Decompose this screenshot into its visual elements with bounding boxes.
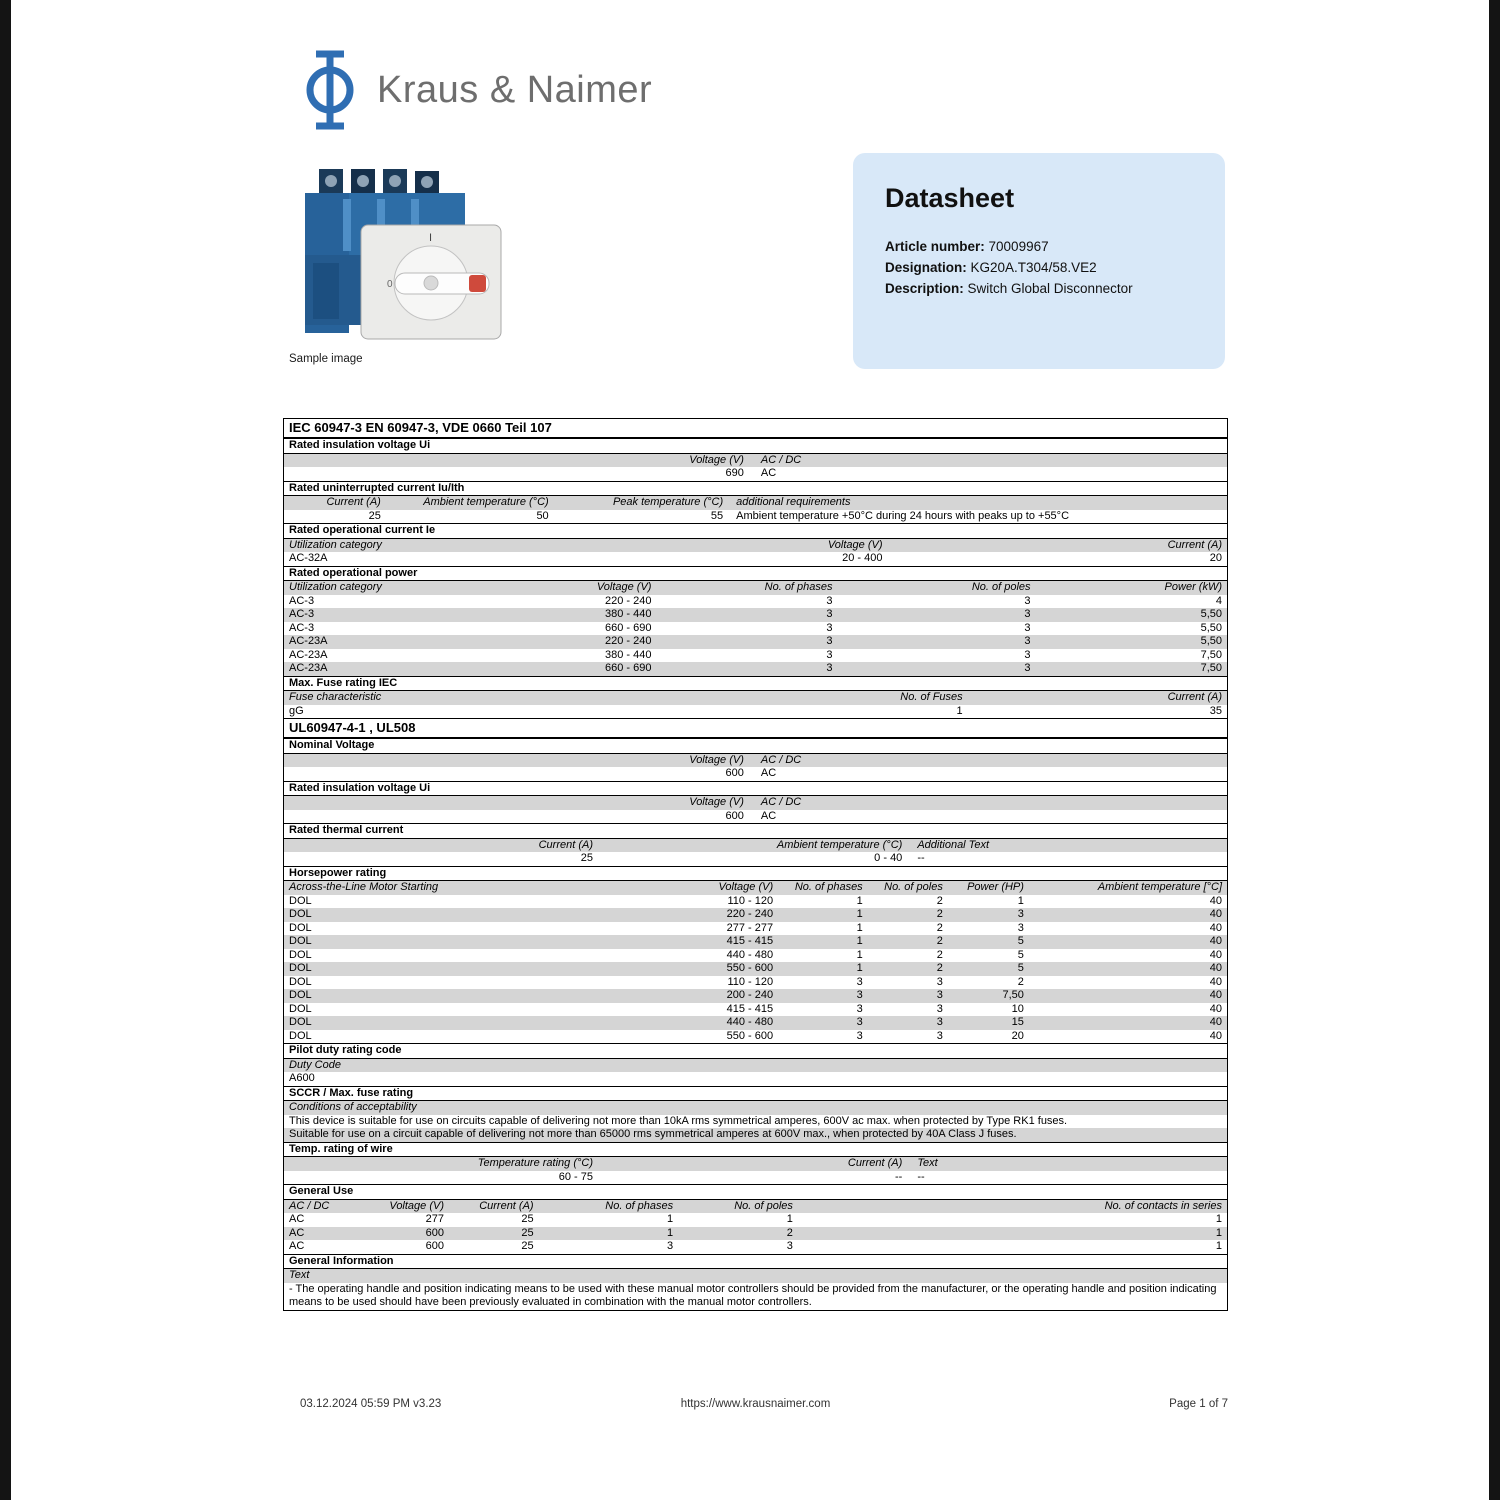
table-cell: 200 - 240 — [726, 989, 774, 1001]
table-cell: AC — [760, 467, 777, 479]
table-cell: 1 — [1017, 894, 1024, 907]
table-cell: AC-3 — [289, 608, 315, 620]
table-cell: DOL — [289, 1016, 312, 1028]
table-cell: 20 — [1209, 552, 1222, 564]
table-cell: 3 — [936, 989, 943, 1001]
data-row — [284, 1283, 1227, 1310]
brand-header — [299, 50, 652, 130]
data-row — [284, 989, 1227, 1003]
table-cell: Ambient temperature [°C] — [1097, 881, 1222, 893]
subsection-title-row — [284, 823, 1227, 839]
table-cell: DOL — [289, 908, 312, 920]
table-cell: 3 — [786, 1240, 793, 1252]
table-cell: 3 — [1024, 648, 1031, 661]
table-cell: 1 — [856, 908, 863, 920]
table-cell: 2 — [936, 921, 943, 934]
table-cell: AC / DC — [760, 453, 802, 466]
data-row — [284, 1240, 1227, 1254]
table-cell: 40 — [1209, 1016, 1222, 1028]
table-cell: AC / DC — [760, 796, 802, 808]
table-cell: Utilization category — [289, 538, 382, 551]
table-cell: 220 - 240 — [604, 594, 652, 607]
table-cell: 3 — [1024, 608, 1031, 620]
table-cell: No. of poles — [734, 1199, 793, 1212]
page-edge-left — [0, 0, 11, 1500]
column-header-row — [284, 496, 1227, 510]
table-cell: AC — [289, 1240, 305, 1252]
table-cell: 660 - 690 — [604, 662, 652, 674]
column-header-row — [284, 796, 1227, 810]
table-cell: 415 - 415 — [726, 935, 774, 947]
data-row — [284, 810, 1227, 824]
table-cell: 600 — [725, 767, 744, 779]
spec-table — [283, 418, 1228, 1311]
svg-text:I: I — [429, 232, 433, 244]
table-cell: DOL — [289, 935, 312, 947]
table-cell: 3 — [936, 1029, 943, 1042]
table-cell: 3 — [826, 662, 833, 674]
table-cell: 380 - 440 — [604, 648, 652, 661]
table-cell: Ambient temperature (°C) — [423, 496, 549, 508]
subsection-title-row — [284, 481, 1227, 497]
table-cell: 1 — [667, 1213, 674, 1225]
table-cell: AC-23A — [289, 635, 328, 647]
table-cell: 1 — [956, 704, 963, 717]
table-cell: 277 - 277 — [726, 921, 774, 934]
table-cell: 20 - 400 — [842, 552, 883, 564]
page-edge-right — [1489, 0, 1500, 1500]
data-row — [284, 595, 1227, 609]
table-cell: No. of phases — [764, 581, 833, 593]
table-cell: Temperature rating (°C) — [477, 1157, 594, 1169]
table-cell: Power (kW) — [1164, 581, 1222, 593]
table-cell: 5,50 — [1200, 635, 1222, 647]
subsection-title-row — [284, 1142, 1227, 1158]
table-cell: 40 — [1209, 975, 1222, 988]
table-cell: 2 — [936, 948, 943, 961]
table-cell: 110 - 120 — [727, 975, 774, 988]
table-cell: 40 — [1209, 1002, 1222, 1015]
table-cell: 380 - 440 — [604, 608, 652, 620]
table-cell: -- — [894, 1170, 903, 1183]
brand-name: Kraus & Naimer — [377, 68, 653, 111]
table-cell: 3 — [1017, 921, 1024, 934]
table-cell: DOL — [289, 948, 312, 961]
table-cell: No. of phases — [605, 1199, 674, 1212]
data-row — [284, 767, 1227, 781]
table-cell: A600 — [289, 1072, 315, 1084]
table-cell: 5,50 — [1200, 608, 1222, 620]
table-cell: AC — [760, 809, 777, 822]
table-cell: 10 — [1011, 1002, 1024, 1015]
table-cell: 1 — [1215, 1213, 1222, 1225]
table-cell: Ambient temperature (°C) — [776, 838, 903, 851]
table-cell: Rated insulation voltage Ui — [289, 439, 431, 451]
table-cell: 690 — [725, 467, 744, 479]
svg-text:0: 0 — [387, 279, 393, 290]
table-cell: Rated insulation voltage Ui — [289, 781, 431, 794]
data-row — [284, 949, 1227, 963]
data-row — [284, 1171, 1227, 1185]
table-cell: Current (A) — [1167, 691, 1222, 703]
data-row — [284, 908, 1227, 922]
table-cell: Peak temperature (°C) — [612, 496, 724, 508]
table-cell: 2 — [786, 1226, 793, 1239]
data-row — [284, 1227, 1227, 1241]
table-cell: 600 — [425, 1226, 445, 1239]
table-cell: Current (A) — [326, 496, 381, 508]
column-header-row — [284, 581, 1227, 595]
info-field: Designation: KG20A.T304/58.VE2 — [885, 260, 1097, 275]
data-row — [284, 1030, 1227, 1044]
table-cell: Voltage (V) — [689, 796, 744, 808]
table-cell: AC — [289, 1226, 305, 1239]
data-row — [284, 852, 1227, 866]
data-row — [284, 649, 1227, 663]
subsection-title-row — [284, 866, 1227, 882]
table-cell: Current (A) — [538, 838, 594, 851]
data-row — [284, 552, 1227, 566]
table-cell: 2 — [936, 894, 943, 907]
subsection-title-row — [284, 781, 1227, 797]
table-cell: Text — [917, 1157, 938, 1169]
table-cell: Nominal Voltage — [289, 739, 375, 751]
table-cell: 600 — [725, 809, 744, 822]
terminal-clamps — [319, 169, 439, 197]
table-cell: 7,50 — [1200, 662, 1222, 674]
info-fields — [885, 236, 1193, 299]
table-cell: DOL — [289, 1029, 312, 1042]
data-row — [284, 662, 1227, 676]
table-cell: 220 - 240 — [726, 908, 774, 920]
table-cell: 550 - 600 — [726, 962, 774, 974]
table-cell: 3 — [856, 1016, 863, 1028]
section-title-row — [284, 419, 1227, 438]
table-cell: Rated operational current Ie — [289, 524, 436, 536]
table-cell: 40 — [1209, 908, 1222, 920]
table-cell: No. of phases — [794, 881, 863, 893]
table-cell: -- — [917, 852, 925, 864]
info-field: Description: Switch Global Disconnector — [885, 281, 1133, 296]
table-cell: 3 — [1024, 635, 1031, 647]
table-cell: 3 — [1024, 594, 1031, 607]
table-cell: Fuse characteristic — [289, 691, 382, 703]
table-cell: 1 — [856, 948, 863, 961]
table-cell: AC-23A — [289, 648, 328, 661]
table-cell: AC / DC — [760, 753, 802, 766]
table-cell: 2 — [936, 908, 943, 920]
table-cell: 25 — [580, 852, 594, 864]
table-cell: Horsepower rating — [289, 866, 387, 879]
table-cell: Power (HP) — [967, 881, 1024, 893]
table-cell: 7,50 — [1002, 989, 1024, 1001]
section-title-row — [284, 718, 1227, 738]
table-cell: UL60947-4-1 , UL508 — [289, 720, 416, 735]
subsection-title-row — [284, 1086, 1227, 1102]
table-cell: Voltage (V) — [596, 581, 652, 593]
table-cell: 1 — [856, 935, 863, 947]
table-cell: AC / DC — [289, 1199, 330, 1212]
footer-page-number: Page 1 of 7 — [1169, 1398, 1228, 1410]
table-cell: DOL — [289, 921, 312, 934]
column-header-row — [284, 881, 1227, 895]
table-cell: 440 - 480 — [726, 948, 774, 961]
table-cell: 550 - 600 — [726, 1029, 774, 1042]
table-cell: 55 — [710, 509, 724, 522]
table-cell: Voltage (V) — [689, 753, 744, 766]
table-cell: Rated thermal current — [289, 824, 404, 836]
table-cell: 40 — [1209, 1029, 1222, 1042]
table-cell: Voltage (V) — [689, 453, 744, 466]
table-cell: 0 - 40 — [874, 852, 903, 864]
table-cell: IEC 60947-3 EN 60947-3, VDE 0660 Teil 107 — [289, 420, 552, 435]
table-cell: Text — [289, 1269, 310, 1281]
subsection-title-row — [284, 1184, 1227, 1200]
table-cell: 35 — [1209, 704, 1222, 717]
table-cell: No. of poles — [971, 581, 1031, 593]
front-plate — [361, 225, 501, 339]
column-header-row — [284, 839, 1227, 853]
table-cell: 7,50 — [1200, 648, 1222, 661]
product-image — [283, 163, 523, 347]
data-row — [284, 935, 1227, 949]
table-cell: This device is suitable for use on circuits capable of delivering not more than 10kA rms symmetrical amperes, 600V ac max. when protected by Type RK1 fuses. — [289, 1114, 1068, 1127]
table-cell: 60 - 75 — [558, 1170, 594, 1183]
footer-date-version: 03.12.2024 05:59 PM v3.23 — [300, 1398, 442, 1410]
table-cell: 2 — [936, 962, 943, 974]
table-cell: Ambient temperature +50°C during 24 hours with peaks up to +55°C — [736, 509, 1070, 522]
table-cell: 2 — [1017, 975, 1024, 988]
table-cell: 600 — [425, 1240, 445, 1252]
table-cell: AC-3 — [289, 621, 315, 634]
data-row — [284, 705, 1227, 719]
column-header-row — [284, 1269, 1227, 1283]
table-cell: 3 — [667, 1240, 674, 1252]
table-cell: Current (A) — [1167, 538, 1222, 551]
data-row — [284, 467, 1227, 481]
table-cell: 40 — [1209, 962, 1222, 974]
column-header-row — [284, 454, 1227, 468]
column-header-row — [284, 1059, 1227, 1073]
table-cell: Utilization category — [289, 581, 382, 593]
table-cell: AC-32A — [289, 552, 328, 564]
info-field: Article number: 70009967 — [885, 239, 1049, 254]
table-cell: 15 — [1011, 1016, 1024, 1028]
table-cell: 3 — [936, 975, 943, 988]
data-row — [284, 922, 1227, 936]
data-row — [284, 1128, 1227, 1142]
table-cell: 5 — [1017, 935, 1024, 947]
table-cell: 4 — [1215, 594, 1222, 607]
table-cell: DOL — [289, 975, 312, 988]
data-row — [284, 622, 1227, 636]
data-row — [284, 510, 1227, 524]
table-cell: Rated uninterrupted current Iu/Ith — [289, 481, 465, 494]
table-cell: 3 — [1024, 662, 1031, 674]
table-cell: 277 — [425, 1213, 445, 1225]
table-cell: 25 — [368, 509, 381, 522]
subsection-title-row — [284, 1043, 1227, 1059]
data-row — [284, 608, 1227, 622]
table-cell: 1 — [1215, 1240, 1222, 1252]
table-cell: 1 — [667, 1226, 674, 1239]
table-cell: 5 — [1017, 962, 1024, 974]
table-cell: 25 — [521, 1226, 534, 1239]
table-cell: 3 — [856, 1002, 863, 1015]
table-cell: Voltage (V) — [389, 1199, 445, 1212]
table-cell: 415 - 415 — [726, 1002, 774, 1015]
table-cell: Suitable for use on a circuit capable of delivering not more than 65000 rms symmetrical amperes at 600V max., when protected by 40A Class J fuses. — [289, 1128, 1017, 1140]
table-cell: Rated operational power — [289, 566, 418, 579]
switch-product-illustration — [283, 163, 523, 347]
data-row — [284, 1003, 1227, 1017]
table-cell: 25 — [521, 1213, 534, 1225]
table-cell: Current (A) — [847, 1157, 903, 1169]
table-cell: No. of Fuses — [900, 691, 963, 703]
datasheet-info-box — [853, 153, 1225, 369]
table-cell: 3 — [826, 594, 833, 607]
table-cell: DOL — [289, 989, 312, 1001]
table-cell: No. of poles — [884, 881, 943, 893]
table-cell: 40 — [1209, 935, 1222, 947]
column-header-row — [284, 1200, 1227, 1214]
table-cell: 220 - 240 — [604, 635, 652, 647]
subsection-title-row — [284, 438, 1227, 454]
table-cell: Duty Code — [289, 1058, 341, 1071]
column-header-row — [284, 1157, 1227, 1171]
table-cell: 660 - 690 — [604, 621, 652, 634]
table-cell: 1 — [856, 894, 863, 907]
table-cell: 25 — [521, 1240, 534, 1252]
footer-url-link[interactable]: https://www.krausnaimer.com — [680, 1398, 831, 1410]
table-cell: General Information — [289, 1254, 394, 1267]
table-cell: AC-23A — [289, 662, 328, 674]
table-cell: Voltage (V) — [718, 881, 774, 893]
column-header-row — [284, 691, 1227, 705]
table-cell: Across-the-Line Motor Starting — [289, 881, 439, 893]
table-cell: 40 — [1209, 948, 1222, 961]
table-cell: No. of contacts in series — [1104, 1199, 1222, 1212]
table-cell: 3 — [1024, 621, 1031, 634]
table-cell: Additional Text — [917, 838, 990, 851]
subsection-title-row — [284, 566, 1227, 582]
table-cell: 3 — [936, 1002, 943, 1015]
table-cell: 1 — [856, 962, 863, 974]
table-cell: 3 — [826, 648, 833, 661]
table-cell: 50 — [536, 509, 549, 522]
table-cell: 440 - 480 — [726, 1016, 774, 1028]
table-cell: 3 — [1017, 908, 1024, 920]
table-cell: AC — [760, 767, 777, 779]
subsection-title-row — [284, 676, 1227, 692]
table-cell: Pilot duty rating code — [289, 1044, 402, 1056]
data-row — [284, 962, 1227, 976]
table-cell: 110 - 120 — [727, 894, 774, 907]
table-cell: -- — [917, 1170, 925, 1183]
table-cell: 3 — [856, 989, 863, 1001]
column-header-row — [284, 539, 1227, 553]
data-row — [284, 1115, 1227, 1129]
table-cell: Current (A) — [479, 1199, 534, 1212]
table-cell: additional requirements — [736, 496, 851, 508]
table-cell: 3 — [936, 1016, 943, 1028]
table-cell: DOL — [289, 1002, 312, 1015]
table-cell: 5 — [1017, 948, 1024, 961]
table-cell: gG — [289, 704, 304, 717]
data-row — [284, 1213, 1227, 1227]
table-cell: 1 — [786, 1213, 793, 1225]
table-cell: 3 — [856, 1029, 863, 1042]
table-cell: 40 — [1209, 894, 1222, 907]
datasheet-title: Datasheet — [885, 183, 1015, 213]
table-cell: 3 — [826, 621, 833, 634]
table-cell: Max. Fuse rating IEC — [289, 676, 398, 689]
subsection-title-row — [284, 1254, 1227, 1270]
table-cell: - The operating handle and position indicating means to be used with these manual motor controllers should be provided from the manufacturer, or the operating handle and position indicating means to be used should have been previously evaluated in combination with the manual motor controllers. — [289, 1282, 1217, 1308]
subsection-title-row — [284, 738, 1227, 754]
table-cell: SCCR / Max. fuse rating — [289, 1086, 414, 1099]
subsection-title-row — [284, 523, 1227, 539]
data-row — [284, 635, 1227, 649]
table-cell: AC-3 — [289, 594, 315, 607]
table-cell: 1 — [1215, 1226, 1222, 1239]
column-header-row — [284, 754, 1227, 768]
table-cell: Voltage (V) — [827, 538, 883, 551]
data-row — [284, 976, 1227, 990]
table-cell: General Use — [289, 1185, 354, 1197]
table-cell: 2 — [936, 935, 943, 947]
table-cell: DOL — [289, 894, 312, 907]
data-row — [284, 1072, 1227, 1086]
table-cell: 3 — [826, 608, 833, 620]
kraus-naimer-logo-icon — [299, 50, 361, 130]
sample-image-caption: Sample image — [289, 353, 363, 365]
table-cell: 3 — [826, 635, 833, 647]
table-cell: 20 — [1011, 1029, 1024, 1042]
table-cell: 1 — [856, 921, 863, 934]
data-row — [284, 895, 1227, 909]
table-cell: Temp. rating of wire — [289, 1142, 393, 1155]
table-cell: Conditions of acceptability — [289, 1101, 417, 1113]
data-row — [284, 1016, 1227, 1030]
table-cell: DOL — [289, 962, 312, 974]
table-cell: 40 — [1209, 989, 1222, 1001]
table-cell: 5,50 — [1200, 621, 1222, 634]
table-cell: AC — [289, 1213, 305, 1225]
table-cell: 3 — [856, 975, 863, 988]
table-cell: 40 — [1209, 921, 1222, 934]
column-header-row — [284, 1101, 1227, 1115]
